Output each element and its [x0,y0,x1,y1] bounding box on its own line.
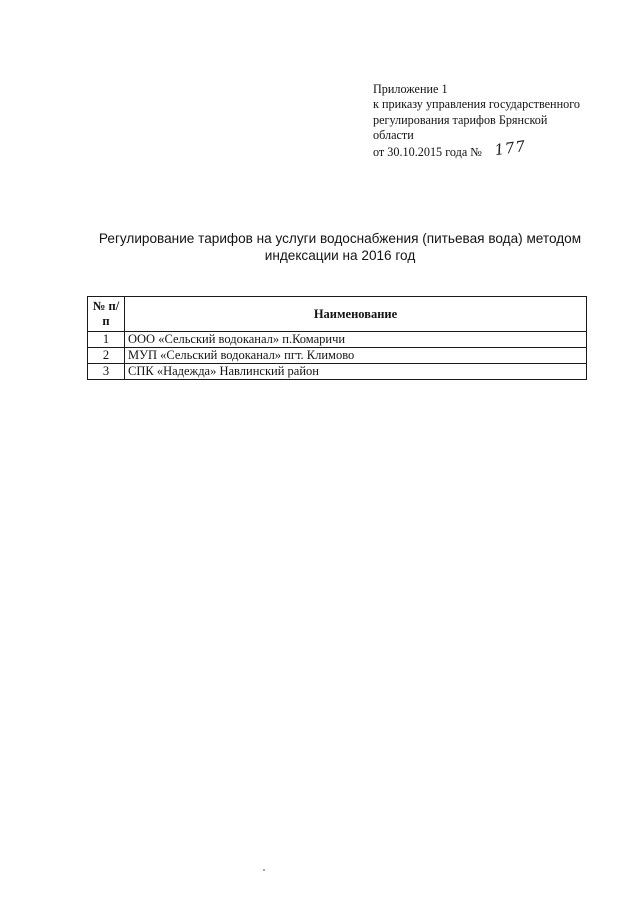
row-name: ООО «Сельский водоканал» п.Комаричи [125,332,587,348]
header-num: № п/п [88,297,125,332]
table-row [88,364,587,380]
document-title [60,230,620,264]
title-line-1: Регулирование тарифов на услуги водоснабжения (питьевая вода) методом [98,231,582,246]
order-date-text: от 30.10.2015 года № [373,144,482,159]
organizations-table [87,296,587,380]
row-num: 1 [88,332,125,348]
appendix-line-2: к приказу управления государственного [373,97,580,112]
order-date-line [373,136,623,160]
header-name: Наименование [125,297,587,332]
table-row [88,348,587,364]
row-num: 2 [88,348,125,364]
row-name: МУП «Сельский водоканал» пгт. Климово [125,348,587,364]
row-name: СПК «Надежда» Навлинский район [125,364,587,380]
appendix-line-1: Приложение 1 [373,82,448,96]
appendix-line-3: регулирования тарифов Брянской [373,112,548,127]
title-line-2: индексации на 2016 год [264,248,416,263]
appendix-line-4: области [373,128,414,143]
table-row [88,332,587,348]
order-number-handwritten: 177 [493,136,528,159]
table-header-row [88,297,587,332]
appendix-header [373,82,623,160]
scan-dot-mark [263,869,265,871]
row-num: 3 [88,364,125,380]
